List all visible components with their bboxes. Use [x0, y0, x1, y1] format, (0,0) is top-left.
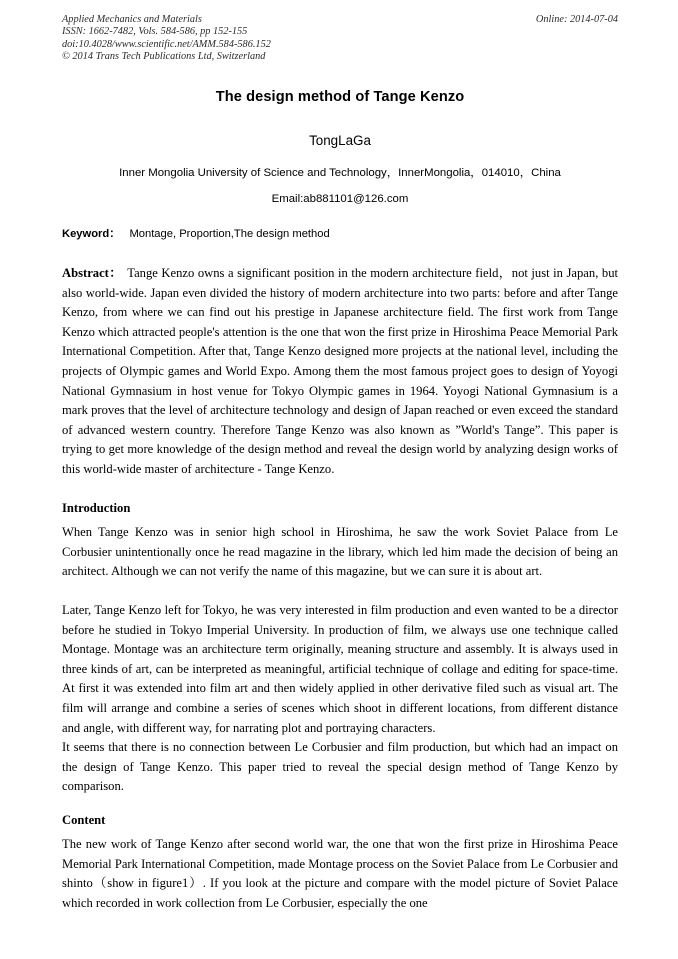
issn-volume-pages: ISSN: 1662-7482, Vols. 584-586, pp 152-155 [62, 26, 248, 38]
online-date: Online: 2014-07-04 [535, 14, 618, 25]
author-email: Email:ab881101@126.com [271, 193, 409, 205]
section-heading-content: Content [62, 813, 106, 827]
introduction-paragraph-3: It seems that there is no connection between Le Corbusier and film production, but which had an impact on the design of Tange Kenzo. This paper tried to reveal the special design method of Tange Kenzo by comparison. [62, 740, 618, 794]
doi-line: doi:10.4028/www.scientific.net/AMM.584-586.152 [62, 38, 271, 50]
journal-name: Applied Mechanics and Materials [62, 14, 202, 25]
copyright-line: © 2014 Trans Tech Publications Ltd, Switzerland [62, 51, 266, 63]
keyword-value: Montage, Proportion,The design method [129, 228, 330, 240]
introduction-paragraph-2: Later, Tange Kenzo left for Tokyo, he was very interested in film production and even wanted to be a director before he studied in Tokyo Imperial University. In production of film, we always use one technique called Montage. Montage was an architecture term originally, meaning structure and assembly. It is always used in three kinds of art, can be interpreted as meaningful, artificial technique of collage and editing for space-time. At first it was extended into film art and then widely applied in other derivative filed such as visual art. The film will arrange and combine a series of scenes which shoot in different locations, from different distance and angle, with different way, for narrating plot and portraying characters. [62, 603, 618, 735]
introduction-paragraph-1: When Tange Kenzo was in senior high school in Hiroshima, he saw the work Soviet Palace from Le Corbusier unintentionally once he read magazine in the library, which led him made the decision of being an architect. Although we can not verify the name of this magazine, but we can sure it is about art. [62, 525, 618, 579]
publication-header-row [62, 14, 618, 64]
content-paragraph-1: The new work of Tange Kenzo after second world war, the one that won the first prize in Hiroshima Peace Memorial Park International Competition, made Montage process on the Soviet Palace from Le Corbusier and shinto（show in figure1）. If you look at the picture and compare with the model picture of Soviet Palace which recorded in work collection from Le Corbusier, especially the one [62, 837, 618, 910]
paper-title: The design method of Tange Kenzo [215, 89, 465, 105]
author-affiliation: Inner Mongolia University of Science and Technology，InnerMongolia，014010，China [119, 167, 561, 179]
keyword-label: Keyword： [62, 228, 121, 240]
publication-header [62, 14, 618, 64]
author-name: TongLaGa [309, 133, 371, 148]
abstract-label: Abstract： [62, 266, 123, 280]
abstract-block [62, 264, 618, 480]
publication-header-left [62, 14, 271, 64]
section-heading-introduction: Introduction [62, 501, 131, 515]
abstract-text: Tange Kenzo owns a significant position in the modern architecture field，not just in Japan, but also world-wide. Japan even divided the history of modern architecture into two parts: before and after Tange Kenzo, from where we can find out his prestige in Japanese architecture field. The first work from Tange Kenzo which attracted people's attention is the one that won the first prize in Hiroshima Peace Memorial Park International Competition. After that, Tange Kenzo designed more projects at the national level, including the projects of Olympic games and World Expo. Among them the most famous project goes to design of Yoyogi National Gymnasium in host venue for Tokyo Olympic games in 1964. Yoyogi National Gymnasium is a mark proves that the level of architecture technology and design of Japan reached or even exceed the standard of advanced western country. Therefore Tange Kenzo was also known as ”World's Tange”. This paper is trying to get more knowledge of the design method and reveal the design world by analyzing design works of this world-wide master of architecture - Tange Kenzo. [62, 266, 618, 476]
keyword-row [62, 227, 618, 242]
